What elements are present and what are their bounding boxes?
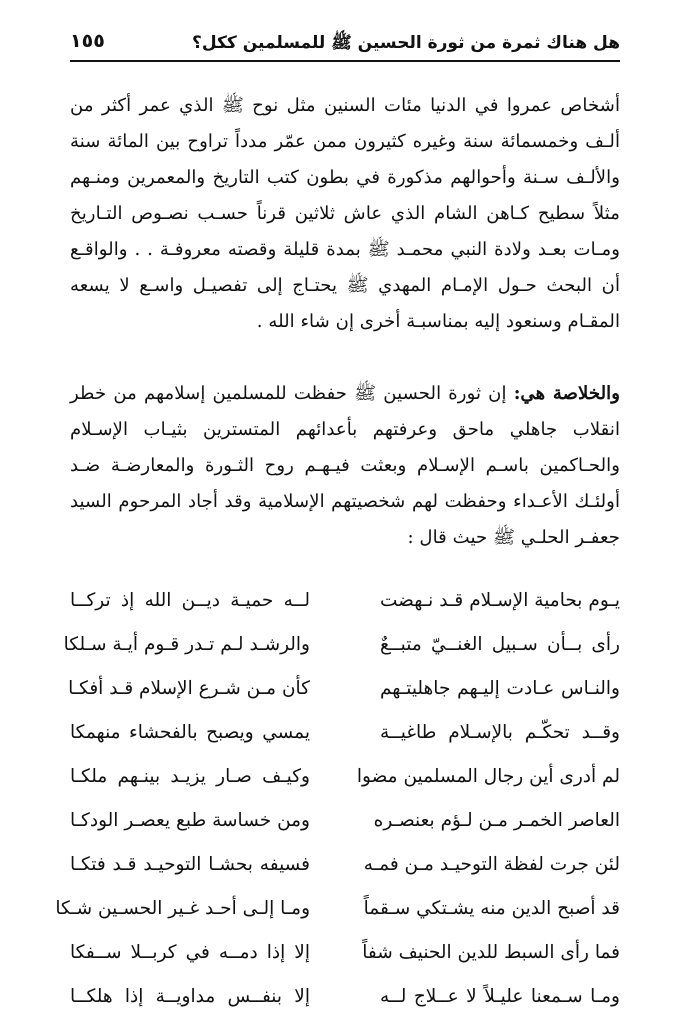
poem-verse (55, 886, 620, 930)
text-line: أشخاص عمروا في الدنيا مئات السنين مثل نوح ﷺ الذي عمر أكثر من ألـف (70, 95, 620, 152)
poem-verse (70, 974, 620, 1018)
verse-second-hemistich: إلا بنفــس مداويــة إذا هلكــا (70, 985, 310, 1007)
verse-second-hemistich: يمسي ويصبح بالفحشاء منهمكا (70, 721, 310, 743)
text-line: انقلاب جاهلي ماحق وعرفتهم بأعدائهم المتسترين بثيـاب الإسـلام والحـاكمين (70, 419, 620, 476)
verse-second-hemistich: فسيفه بحشـا التوحيـد قـد فتكـا (70, 853, 310, 875)
text-line: المهدي ﷺ يحتـاج إلى تفصيـل واسـع لا يسعه المقـام وسنعود إليه بمناسبـة (70, 275, 620, 332)
conclusion-lead: والخلاصة هي: (513, 383, 621, 404)
verse-first-hemistich: والنـاس عـادت إليـهم جاهليتـهم (380, 677, 620, 699)
text-line: وأحوالهم مذكورة في بطون كتب التاريخ والمعمرين ومنـهم مثلاً سطيح كـاهن (70, 167, 620, 224)
text-line: وخمسمائة سنة وغيره كثيرون ممن عمّر مدداً تراوح بين المائة سنة والألـف سـنة (70, 131, 620, 188)
text-line: أخرى إن شاء الله . (256, 311, 401, 332)
verse-first-hemistich: يـوم بحامية الإسـلام قـد نـهضت (380, 589, 620, 611)
paragraph-2 (70, 376, 620, 556)
poem (55, 578, 620, 1018)
text-line: حيث قال : (407, 527, 488, 548)
poem-verse (70, 710, 620, 754)
text-line: محمـد ﷺ بمدة قليلة وقصته معروفـة . . والواقـع أن البحث حـول الإمـام (70, 239, 620, 296)
verse-first-hemistich: قد أصبح الدين منه يشـتكي سـقماً (363, 897, 620, 919)
verse-second-hemistich: ومن خساسة طبع يعصـر الودكـا (70, 809, 310, 831)
verse-second-hemistich: ومـا إلـى أحـد غـير الحسـين شـكا (55, 897, 310, 919)
verse-first-hemistich: رأى بــأن سـبيل الغنــيّ متبــعٌ (380, 633, 620, 655)
running-title: هل هناك ثمرة من ثورة الحسين ﷺ للمسلمين ككل؟ (191, 33, 620, 53)
poem-verse (70, 578, 620, 622)
verse-first-hemistich: العاصر الخمـر مـن لـؤم بعنصـره (373, 809, 620, 831)
poem-verse (70, 666, 620, 710)
poem-verse (70, 930, 620, 974)
paragraph-1 (70, 88, 620, 340)
paragraph-text (70, 376, 620, 556)
page-header (70, 26, 620, 62)
text-line: الشام الذي عاش ثلاثين قرناً حسـب نصـوص التـاريخ ومـات بعـد ولادة النبي (70, 203, 620, 260)
text-line: وحفظت لهم شخصيتهم الإسلامية وقد أجاد المرحوم السيد جعفـر الحلـي ﷺ (70, 491, 620, 548)
verse-second-hemistich: إلا إذا دمــه في كربــلا ســفكا (70, 941, 310, 963)
page-number: ١٥٥ (70, 30, 105, 52)
text-line: باسـم الإسـلام وبعثت فيـهـم روح الثـورة والمعارضـة ضـد أولئـك الأعـداء (70, 455, 621, 512)
verse-first-hemistich: ومـا سـمعنا عليـلاً لا عــلاج لــه (380, 985, 620, 1007)
verse-second-hemistich: كأن مـن شـرع الإسلام قـد أفكـا (68, 677, 310, 699)
verse-first-hemistich: لم أدرى أين رجال المسلمين مضوا (356, 765, 620, 787)
verse-first-hemistich: فما رأى السبط للدين الحنيف شفاً (362, 941, 620, 963)
poem-verse (70, 754, 620, 798)
verse-second-hemistich: والرشـد لـم تـدر قـوم أيـة سـلكا (63, 633, 310, 655)
verse-first-hemistich: وقــد تحكّـم بالإسـلام طاغيــة (380, 721, 620, 743)
verse-second-hemistich: لــه حميـة ديــن الله إذ تركــا (70, 589, 310, 611)
text-line: إن ثورة الحسين ﷺ حفظت للمسلمين إسلامهم من خطر (70, 383, 514, 404)
verse-second-hemistich: وكيـف صـار يزيـد بينـهم ملكـا (70, 765, 310, 787)
poem-verse (63, 622, 620, 666)
poem-verse (70, 798, 620, 842)
poem-verse (70, 842, 620, 886)
verse-first-hemistich: لئن جرت لفظة التوحيـد مـن فمـه (363, 853, 620, 875)
paragraph-text (70, 88, 620, 340)
